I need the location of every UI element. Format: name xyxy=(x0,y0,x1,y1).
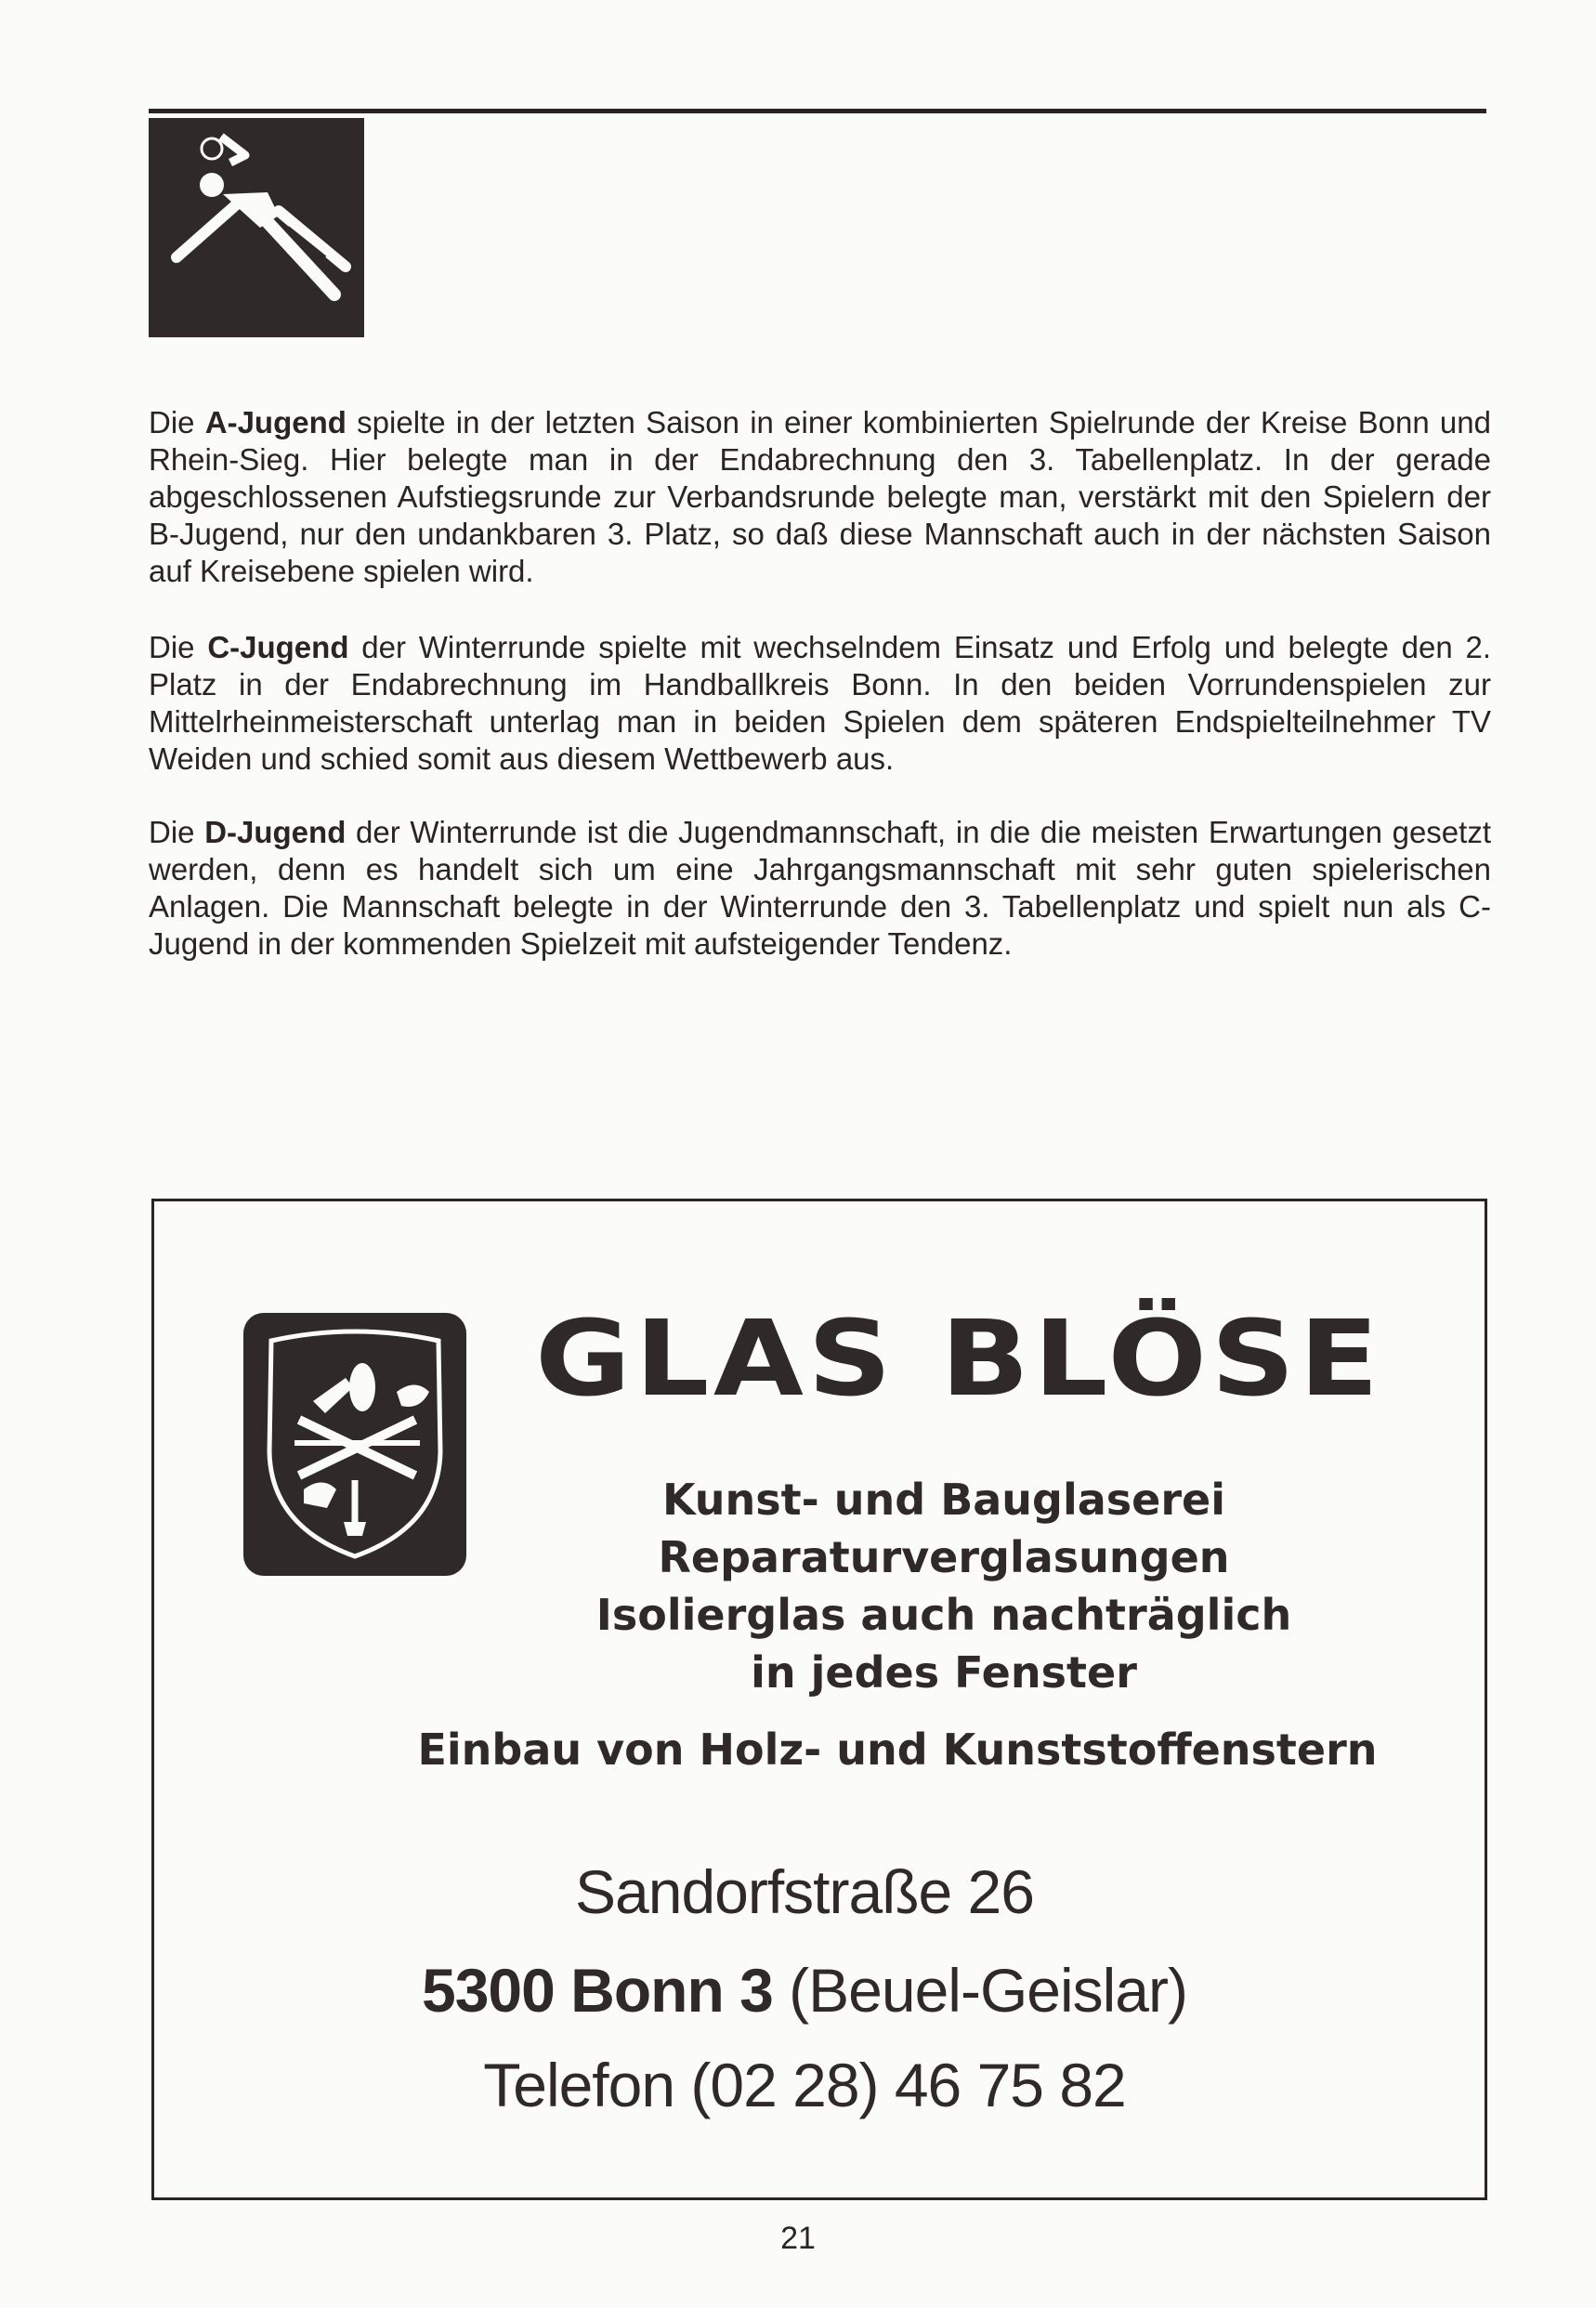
postal-city: 5300 Bonn 3 xyxy=(422,1956,773,2025)
paragraph-d-jugend xyxy=(149,814,1491,963)
street-address: Sandorfstraße 26 xyxy=(575,1857,1034,1926)
service-item: Reparaturverglasungen xyxy=(658,1532,1230,1582)
paragraph-c-jugend xyxy=(149,629,1491,778)
paragraph-body: der Winterrunde spielte mit wechselndem Einsatz und Erfolg und belegte den 2. Platz in der Endabrechnung im Handballkreis Bonn. In den beiden Vorrundenspielen zur Mittelrheinmeisterschaft unterlag man in beiden Spielen dem späteren Endspielteilnehmer TV Weiden und schied somit aus diesem Wettbewerb aus. xyxy=(149,630,1491,776)
paragraph-a-jugend xyxy=(149,404,1491,590)
paragraph-lead: Die xyxy=(149,405,205,439)
installation-note: Einbau von Holz- und Kunststoffenstern xyxy=(417,1724,1378,1775)
city-line xyxy=(294,1950,1315,2030)
page-number: 21 xyxy=(780,2221,816,2256)
top-rule xyxy=(149,109,1486,113)
phone-number: Telefon (02 28) 46 75 82 xyxy=(483,2051,1126,2119)
team-name-a-jugend: A-Jugend xyxy=(204,405,347,439)
handball-player-icon xyxy=(149,118,364,337)
service-item: in jedes Fenster xyxy=(751,1647,1137,1698)
team-name-d-jugend: D-Jugend xyxy=(204,815,347,849)
paragraph-lead: Die xyxy=(149,815,205,849)
team-name-c-jugend: C-Jugend xyxy=(207,630,349,664)
services-list xyxy=(433,1471,1455,1701)
paragraph-lead: Die xyxy=(149,630,208,664)
advertisement-box xyxy=(151,1199,1487,2200)
service-item: Isolierglas auch nachträglich xyxy=(595,1590,1292,1640)
paragraph-body: der Winterrunde ist die Jugendmannschaft, in die die meisten Erwartungen gesetzt werden, denn es handelt sich um eine Jahrgangsmannschaft mit sehr guten spielerischen Anlagen. Die Mannschaft belegte in der Winterrunde den 3. Tabellenplatz und spielt nun als C-Jugend in der kommenden Spielzeit mit aufsteigender Tendenz. xyxy=(149,815,1491,961)
district: (Beuel-Geislar) xyxy=(772,1956,1187,2025)
paragraph-body: spielte in der letzten Saison in einer kombinierten Spielrunde der Kreise Bonn und Rhein-Sieg. Hier belegte man in der Endabrechnung den 3. Tabellenplatz. In der gerade abgeschlossenen Aufstiegsrunde zur Verbandsrunde belegte man, verstärkt mit den Spielern der B-Jugend, nur den undankbaren 3. Platz, so daß diese Mannschaft auch in der nächsten Saison auf Kreisebene spielen wird. xyxy=(149,405,1491,588)
service-item: Kunst- und Bauglaserei xyxy=(661,1475,1226,1525)
brand-name: GLAS BLÖSE xyxy=(535,1299,1383,1420)
